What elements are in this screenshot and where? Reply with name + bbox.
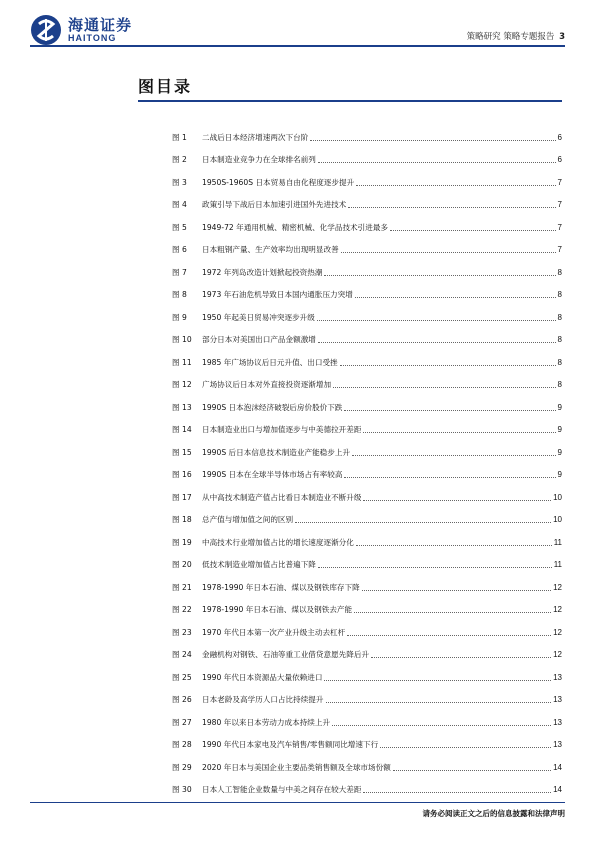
figure-number: 图 5 [172, 222, 187, 232]
figure-page-number: 7 [557, 200, 562, 210]
figure-page-number: 8 [557, 335, 562, 345]
figure-title: 1980 年以来日本劳动力成本持续上升 [202, 717, 331, 727]
figure-title: 1950S-1960S 日本贸易自由化程度逐步提升 [202, 177, 355, 187]
toc-row[interactable] [172, 621, 562, 644]
dot-leader [318, 162, 556, 163]
figure-title: 日本制造业出口与增加值逐步与中美德拉开差距 [202, 425, 362, 435]
figure-page-number: 14 [553, 785, 562, 795]
figure-title: 政策引导下战后日本加速引进国外先进技术 [202, 200, 347, 210]
dot-leader [332, 725, 551, 726]
page-number: 3 [559, 32, 565, 42]
toc-row[interactable] [172, 486, 562, 509]
figure-number: 图 9 [172, 312, 187, 322]
figure-number: 图 13 [172, 402, 192, 412]
figure-title: 日本制造业竞争力在全球排名前列 [202, 155, 316, 165]
figure-number: 图 19 [172, 537, 192, 547]
figure-number: 图 17 [172, 492, 192, 502]
figure-page-number: 8 [557, 357, 562, 367]
figure-page-number: 12 [553, 582, 562, 592]
figure-title: 1985 年广场协议后日元升值、出口受挫 [202, 357, 338, 367]
figure-title: 广场协议后日本对外直接投资逐渐增加 [202, 380, 332, 390]
toc-row[interactable] [172, 126, 562, 149]
figure-title: 日本老龄及高学历人口占比持续提升 [202, 695, 324, 705]
dot-leader [355, 297, 556, 298]
toc-row[interactable] [172, 666, 562, 689]
toc-row[interactable] [172, 239, 562, 262]
figure-number: 图 10 [172, 335, 192, 345]
figure-title: 金融机构对钢铁、石油等重工业借贷意愿先降后升 [202, 650, 370, 660]
figure-page-number: 11 [553, 560, 562, 570]
figure-number: 图 18 [172, 515, 192, 525]
dot-leader [295, 522, 551, 523]
figure-page-number: 12 [553, 650, 562, 660]
dot-leader [352, 455, 555, 456]
figure-page-number: 8 [557, 380, 562, 390]
figure-number: 图 25 [172, 672, 192, 682]
figure-number: 图 16 [172, 470, 192, 480]
toc-row[interactable] [172, 711, 562, 734]
figure-number: 图 28 [172, 740, 192, 750]
figure-page-number: 12 [553, 627, 562, 637]
dot-leader [326, 702, 552, 703]
figure-page-number: 10 [553, 515, 562, 525]
figure-page-number: 8 [557, 267, 562, 277]
dot-leader [363, 792, 551, 793]
page-title: 图目录 [138, 77, 193, 96]
toc-row[interactable] [172, 531, 562, 554]
toc-row[interactable] [172, 149, 562, 172]
figure-number: 图 23 [172, 627, 192, 637]
toc-row[interactable] [172, 396, 562, 419]
dot-leader [333, 387, 555, 388]
figure-number: 图 24 [172, 650, 192, 660]
toc-row[interactable] [172, 306, 562, 329]
figure-page-number: 14 [553, 762, 562, 772]
dot-leader [324, 275, 555, 276]
figure-title: 日本粗钢产量、生产效率均出现明显改善 [202, 245, 339, 255]
toc-row[interactable] [172, 351, 562, 374]
figure-page-number: 7 [557, 177, 562, 187]
figure-number: 图 26 [172, 695, 192, 705]
figure-title: 二战后日本经济增速两次下台阶 [202, 132, 309, 142]
figure-list [172, 126, 562, 801]
footer-divider [30, 802, 565, 803]
figure-title: 1990S 后日本信息技术制造业产能稳步上升 [202, 447, 351, 457]
dot-leader [344, 410, 555, 411]
figure-number: 图 8 [172, 290, 187, 300]
figure-page-number: 9 [557, 470, 562, 480]
figure-title: 1990 年代日本资源品大量依赖进口 [202, 672, 323, 682]
toc-row[interactable] [172, 261, 562, 284]
dot-leader [356, 545, 552, 546]
toc-row[interactable] [172, 194, 562, 217]
dot-leader [324, 680, 551, 681]
toc-row[interactable] [172, 374, 562, 397]
figure-title: 1970 年代日本第一次产业升级主动去杠杆 [202, 627, 346, 637]
header-report-type: 策略研究 策略专题报告 [466, 32, 555, 42]
toc-row[interactable] [172, 689, 562, 712]
toc-row[interactable] [172, 599, 562, 622]
figure-title: 部分日本对美国出口产品金额激增 [202, 335, 316, 345]
toc-row[interactable] [172, 464, 562, 487]
dot-leader [393, 770, 551, 771]
dot-leader [371, 657, 551, 658]
header-divider [30, 45, 565, 47]
figure-title: 1990S 日本泡沫经济破裂后房价股价下跌 [202, 402, 343, 412]
figure-number: 图 3 [172, 177, 187, 187]
toc-row[interactable] [172, 284, 562, 307]
haitong-logo-icon [30, 14, 62, 46]
dot-leader [363, 432, 555, 433]
figure-number: 图 21 [172, 582, 192, 592]
figure-number: 图 6 [172, 245, 187, 255]
dot-leader [363, 500, 551, 501]
figure-page-number: 13 [553, 695, 562, 705]
dot-leader [347, 635, 551, 636]
figure-number: 图 7 [172, 267, 187, 277]
figure-number: 图 15 [172, 447, 192, 457]
dot-leader [362, 590, 551, 591]
figure-page-number: 12 [553, 605, 562, 615]
figure-page-number: 11 [553, 537, 562, 547]
dot-leader [356, 185, 555, 186]
toc-row[interactable] [172, 644, 562, 667]
figure-page-number: 13 [553, 740, 562, 750]
dot-leader [341, 252, 556, 253]
dot-leader [348, 207, 555, 208]
dot-leader [317, 320, 556, 321]
figure-page-number: 13 [553, 717, 562, 727]
figure-number: 图 27 [172, 717, 192, 727]
dot-leader [318, 567, 552, 568]
figure-page-number: 13 [553, 672, 562, 682]
figure-number: 图 22 [172, 605, 192, 615]
toc-row[interactable] [172, 216, 562, 239]
figure-title: 1972 年列岛改造计划掀起投资热潮 [202, 267, 323, 277]
figure-title: 1949-72 年通用机械、精密机械、化学品技术引进最多 [202, 222, 389, 232]
figure-page-number: 8 [557, 290, 562, 300]
figure-number: 图 4 [172, 200, 187, 210]
figure-title: 从中高技术制造产值占比看日本制造业不断升级 [202, 492, 362, 502]
figure-page-number: 9 [557, 402, 562, 412]
toc-row[interactable] [172, 756, 562, 779]
toc-row[interactable] [172, 509, 562, 532]
figure-number: 图 30 [172, 785, 192, 795]
figure-title: 低技术制造业增加值占比普遍下降 [202, 560, 316, 570]
figure-page-number: 6 [557, 132, 562, 142]
toc-row[interactable] [172, 329, 562, 352]
figure-number: 图 2 [172, 155, 187, 165]
figure-title: 2020 年日本与美国企业主要品类销售额及全球市场份额 [202, 762, 391, 772]
figure-title: 1978-1990 年日本石油、煤以及钢铁去产能 [202, 605, 353, 615]
toc-row[interactable] [172, 576, 562, 599]
figure-title: 中高技术行业增加值占比的增长速度逐渐分化 [202, 537, 354, 547]
dot-leader [380, 747, 551, 748]
toc-row[interactable] [172, 441, 562, 464]
figure-page-number: 9 [557, 447, 562, 457]
figure-page-number: 7 [557, 245, 562, 255]
dot-leader [344, 477, 555, 478]
toc-row[interactable] [172, 419, 562, 442]
figure-number: 图 1 [172, 132, 187, 142]
figure-number: 图 29 [172, 762, 192, 772]
dot-leader [354, 612, 551, 613]
figure-title: 总产值与增加值之间的区别 [202, 515, 294, 525]
figure-number: 图 14 [172, 425, 192, 435]
figure-page-number: 10 [553, 492, 562, 502]
figure-page-number: 6 [557, 155, 562, 165]
dot-leader [390, 230, 556, 231]
title-block [138, 74, 192, 97]
brand-name-cn: 海通证券 [68, 16, 133, 34]
figure-page-number: 8 [557, 312, 562, 322]
toc-row[interactable] [172, 554, 562, 577]
footer-disclaimer: 请务必阅读正文之后的信息披露和法律声明 [422, 809, 565, 818]
figure-number: 图 12 [172, 380, 192, 390]
toc-row[interactable] [172, 171, 562, 194]
dot-leader [340, 365, 556, 366]
header-section-label [467, 30, 565, 42]
figure-title: 1990S 日本在全球半导体市场占有率较高 [202, 470, 343, 480]
dot-leader [310, 140, 555, 141]
figure-number: 图 20 [172, 560, 192, 570]
figure-page-number: 7 [557, 222, 562, 232]
toc-row[interactable] [172, 779, 562, 802]
brand-name-en: HAITONG [68, 33, 117, 43]
dot-leader [318, 342, 556, 343]
title-divider [138, 100, 562, 102]
page-header [0, 0, 595, 60]
figure-page-number: 9 [557, 425, 562, 435]
figure-title: 1973 年石油危机导致日本国内通胀压力突增 [202, 290, 353, 300]
figure-title: 1978-1990 年日本石油、煤以及钢铁库存下降 [202, 582, 360, 592]
figure-title: 日本人工智能企业数量与中美之间存在较大差距 [202, 785, 362, 795]
figure-title: 1950 年起美日贸易冲突逐步升级 [202, 312, 315, 322]
toc-row[interactable] [172, 734, 562, 757]
figure-number: 图 11 [172, 357, 192, 367]
figure-title: 1990 年代日本家电及汽车销售/零售额同比增速下行 [202, 740, 379, 750]
